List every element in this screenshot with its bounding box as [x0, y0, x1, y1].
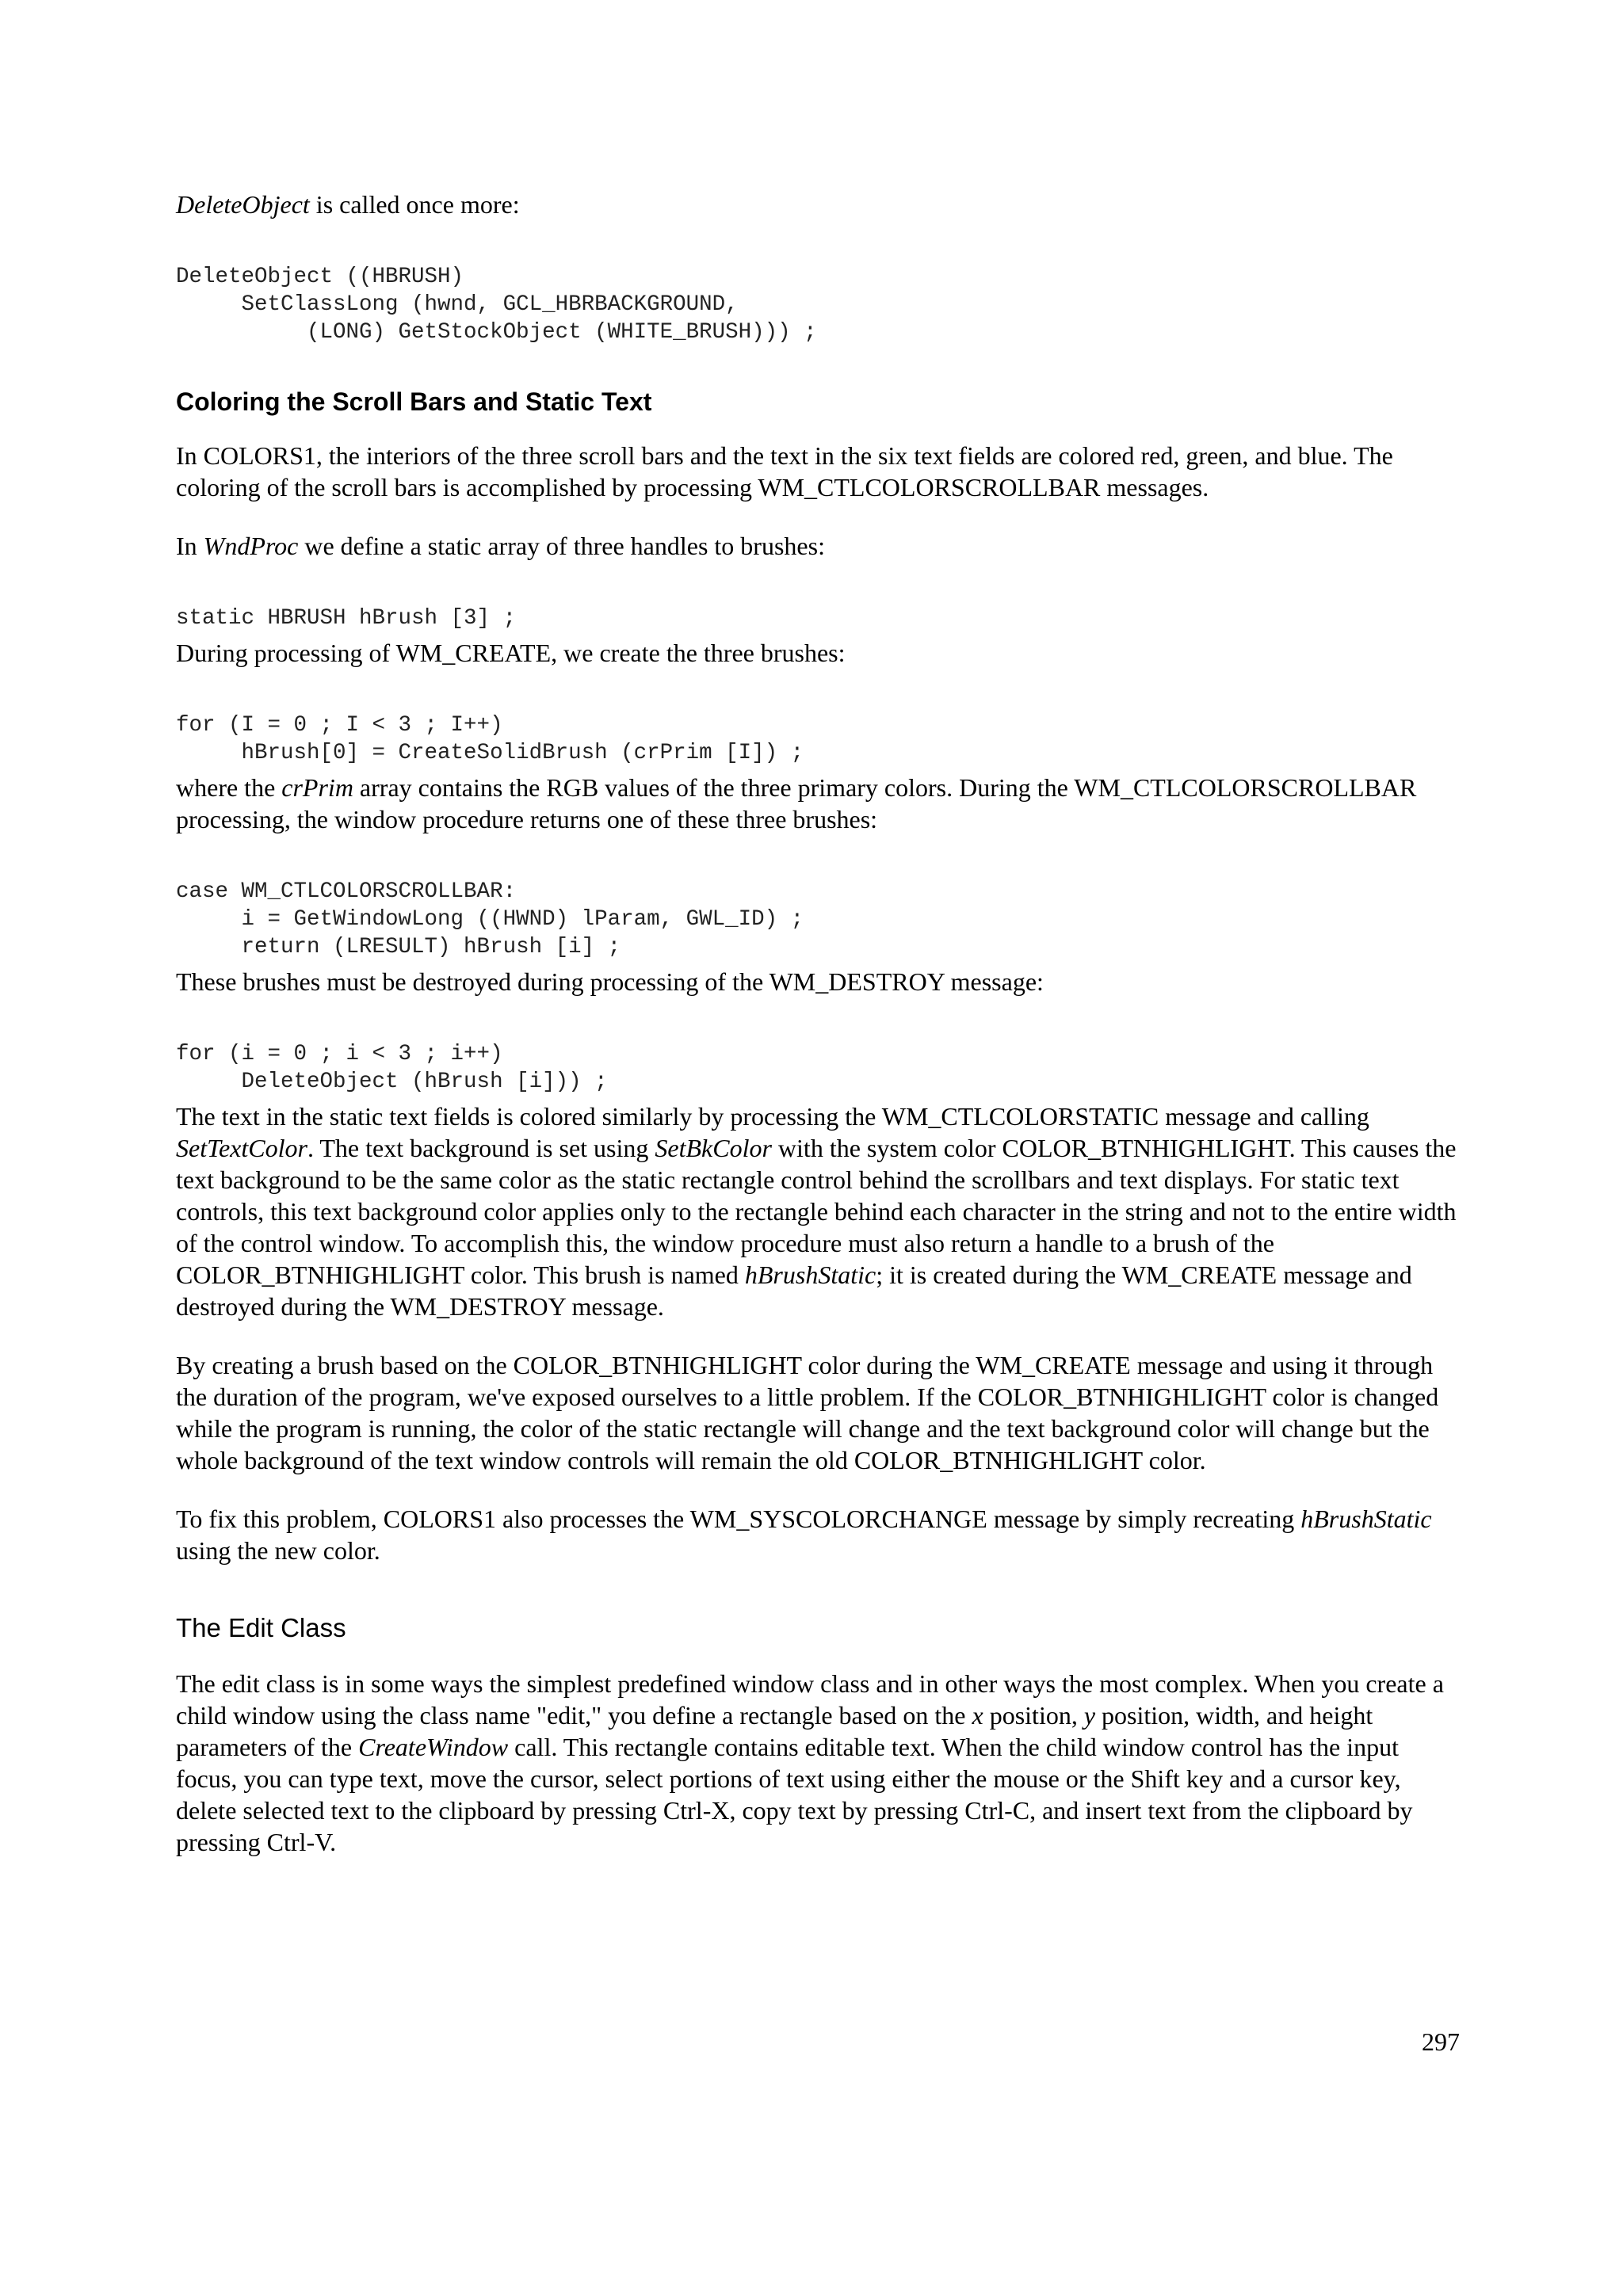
term-hbrushstatic: hBrushStatic: [744, 1261, 876, 1289]
term-crprim: crPrim: [281, 773, 353, 802]
paragraph-text: with the system color COLOR_BTNHIGHLIGHT. This causes the text background to be the same color as the static rectangle control behind the scrollbars and text displays. For static text controls, this text background color applies only to the rectangle behind each character in the string and not to the entire width of the control window. To accomplish this, the window procedure must also return a handle to a brush of the COLOR_BTNHIGHLIGHT color. This brush is named: [176, 1134, 1457, 1289]
paragraph-text: array contains the RGB values of the three primary colors. During the WM_CTLCOLORSCROLLBAR processing, the window procedure returns one of these three brushes:: [176, 773, 1417, 833]
paragraph-create-brushes: During processing of WM_CREATE, we create the three brushes:: [176, 639, 846, 667]
paragraph-edit-class: [176, 1668, 1460, 1858]
section-heading-edit-class: The Edit Class: [176, 1613, 346, 1642]
paragraph-text: . The text background is set using: [307, 1134, 655, 1162]
paragraph-destroy-brushes: These brushes must be destroyed during processing of the WM_DESTROY message:: [176, 967, 1044, 996]
page-body: [176, 189, 1460, 1885]
term-x: x: [972, 1701, 983, 1730]
section-heading-coloring: Coloring the Scroll Bars and Static Text: [176, 387, 652, 416]
code-block-create-loop: for (I = 0 ; I < 3 ; I++) hBrush[0] = CreateSolidBrush (crPrim [I]) ;: [176, 713, 804, 765]
term-setbkcolor: SetBkColor: [655, 1134, 772, 1162]
code-block-setclasslong: DeleteObject ((HBRUSH) SetClassLong (hwnd, GCL_HBRBACKGROUND, (LONG) GetStockObject (WHITE_BRUSH))) ;: [176, 265, 817, 345]
paragraph-problem: By creating a brush based on the COLOR_BTNHIGHLIGHT color during the WM_CREATE message and using it through the duration of the program, we've exposed ourselves to a little problem. If the COLOR_BTNHIGHLIGHT color is changed while the program is running, the color of the static rectangle will change and the text background color will change but the whole background of the text window controls will remain the old COLOR_BTNHIGHLIGHT color.: [176, 1351, 1439, 1474]
paragraph-text: The edit class is in some ways the simplest predefined window class and in other ways the most complex. When you create a child window using the class name "edit," you define a rectangle based on the: [176, 1669, 1444, 1730]
page-number: 297: [1422, 2027, 1460, 2056]
paragraph-crprim: [176, 772, 1460, 835]
paragraph-text: The text in the static text fields is colored similarly by processing the WM_CTLCOLORSTATIC message and calling: [176, 1102, 1369, 1131]
term-settextcolor: SetTextColor: [176, 1134, 307, 1162]
code-block-static-hbrush: static HBRUSH hBrush [3] ;: [176, 606, 517, 631]
paragraph-delete-once: [176, 189, 1460, 220]
paragraph-text: call. This rectangle contains editable text. When the child window control has the input focus, you can type text, move the cursor, select portions of text using either the mouse or the Shift key and a cursor key, delete selected text to the clipboard by pressing Ctrl-X, copy text by pressing Ctrl-C, and insert text from the clipboard by pressing Ctrl-V.: [176, 1733, 1413, 1856]
term-wndproc: WndProc: [203, 532, 299, 560]
code-block-delete-loop: for (i = 0 ; i < 3 ; i++) DeleteObject (hBrush [i])) ;: [176, 1042, 608, 1094]
term-hbrushstatic: hBrushStatic: [1300, 1505, 1432, 1533]
code-block-ctlcolorscrollbar: case WM_CTLCOLORSCROLLBAR: i = GetWindowLong ((HWND) lParam, GWL_ID) ; return (LRESULT) hBrush [i] ;: [176, 879, 804, 959]
paragraph-wndproc: [176, 530, 1460, 562]
paragraph-text: position, width, and height parameters of the: [176, 1701, 1373, 1761]
paragraph-colors1: In COLORS1, the interiors of the three scroll bars and the text in the six text fields are colored red, green, and blue. The coloring of the scroll bars is accomplished by processing WM_CTLCOLORSCROLLBAR messages.: [176, 441, 1393, 502]
paragraph-text: is called once more:: [309, 190, 520, 219]
paragraph-text: where the: [176, 773, 282, 802]
term-deleteobject: DeleteObject: [176, 190, 310, 219]
paragraph-fix: [176, 1503, 1460, 1566]
paragraph-text: position,: [983, 1701, 1084, 1730]
paragraph-text: using the new color.: [176, 1536, 380, 1565]
term-y: y: [1083, 1701, 1096, 1730]
term-createwindow: CreateWindow: [358, 1733, 509, 1761]
paragraph-text: To fix this problem, COLORS1 also processes the WM_SYSCOLORCHANGE message by simply recreating: [176, 1505, 1301, 1533]
paragraph-text: In: [176, 532, 204, 560]
paragraph-static-text: [176, 1100, 1460, 1322]
paragraph-text: ; it is created during the WM_CREATE message and destroyed during the WM_DESTROY message.: [176, 1261, 1412, 1321]
paragraph-text: we define a static array of three handles to brushes:: [298, 532, 825, 560]
